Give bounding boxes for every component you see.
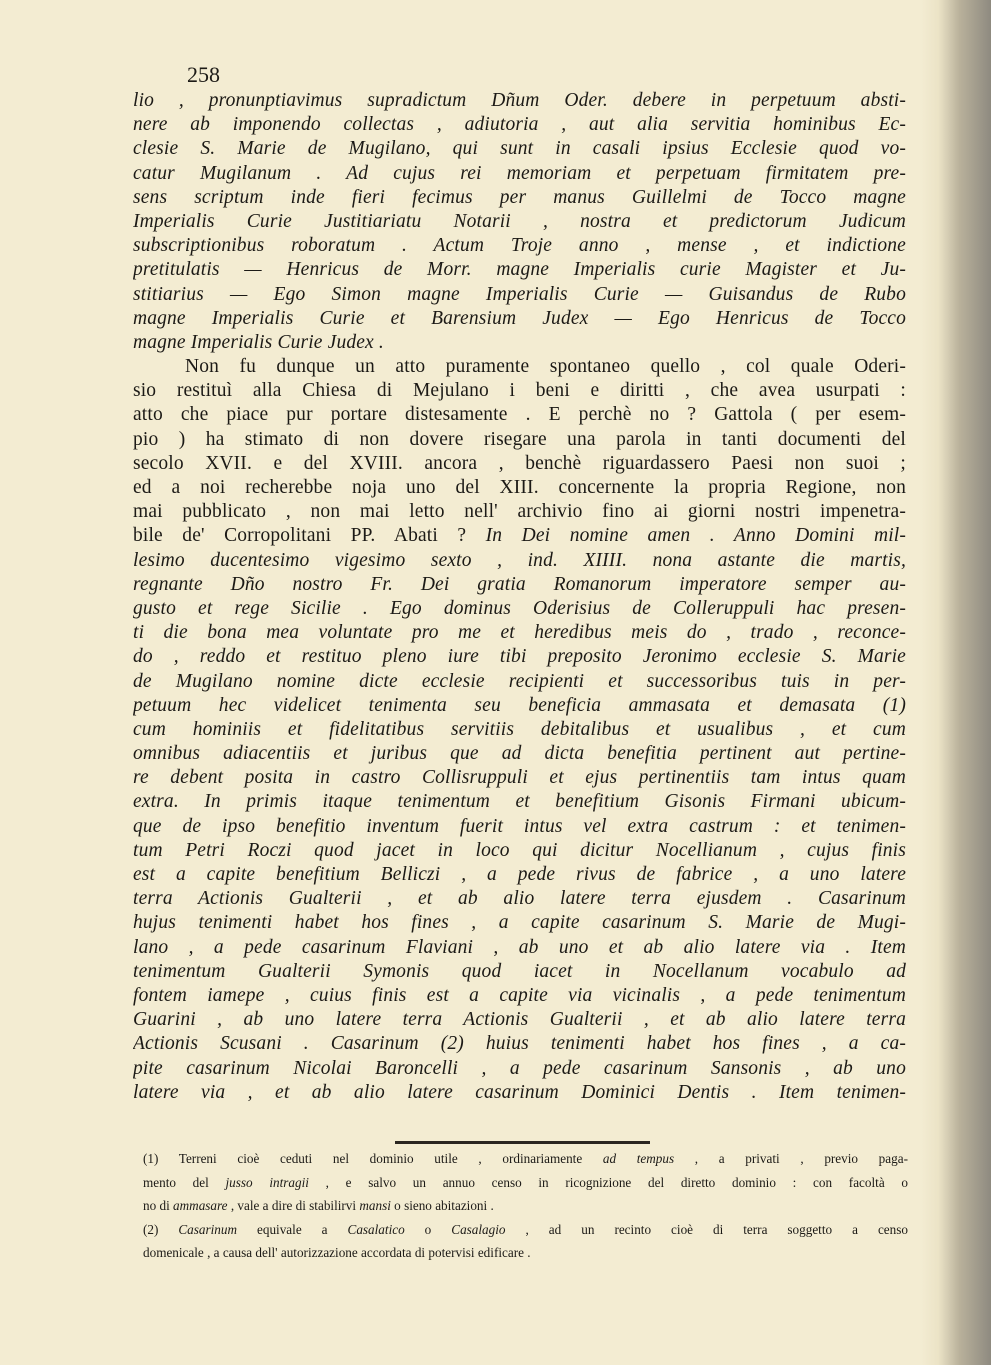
page-edge-shadow [921,0,991,1365]
text-line: pretitulatis — Henricus de Morr. magne Imperialis curie Magister et Ju- [133,259,906,281]
text-line: subscriptionibus roboratum . Actum Troje anno , mense , et indictione [133,235,906,257]
footnote-line [143,1241,908,1265]
text-line: lano , a pede casarinum Flaviani , ab uno et ab alio latere via . Item [133,936,906,958]
footnote-segment: ad tempus [602,1151,675,1166]
footnote-segment: Casalagio [451,1221,506,1237]
text-line: mai pubblicato , non mai letto nell' archivio fino ai giorni nostri impenetra- [133,501,906,523]
text-line: extra. In primis itaque tenimentum et benefitium Gisonis Firmani ubicum- [133,791,906,813]
text-line: Imperialis Curie Justitiariatu Notarii , nostra et predictorum Judicum [133,210,906,232]
footnote-segment: Casalatico [347,1221,405,1237]
main-text-body [133,89,906,1105]
footnote-separator-rule [395,1141,650,1144]
footnote-segment: mansi [359,1198,391,1213]
text-line: pio ) ha stimato di non dovere risegare una parola in tanti documenti del [133,428,906,450]
footnote-segment: domenicale , a causa dell' autorizzazione accordata di potervisi edificare . [143,1245,531,1260]
text-line: ed a noi recherebbe noja uno del XIII. concernente la propria Regione, non [133,477,906,498]
footnote-segment: (1) Terreni cioè ceduti nel dominio utile , ordinariamente [143,1151,603,1166]
text-line: petuum hec videlicet tenimenta seu beneficia ammasata et demasata (1) [133,694,906,716]
text-line: nere ab imponendo collectas , adiutoria , aut alia servitia hominibus Ec- [133,114,906,136]
text-line: gusto et rege Sicilie . Ego dominus Oderisius de Colleruppuli hac presen- [133,597,906,619]
page-number: 258 [187,62,220,87]
text-line: cum hominiis et fidelitatibus servitiis debitalibus et usualibus , et cum [133,718,906,740]
footnote-line [143,1171,908,1195]
footnote-segment: , ad un recinto cioè di terra soggetto a censo [505,1221,908,1237]
text-line [133,524,906,548]
footnote-segment: jusso intragii [225,1174,309,1190]
text-line: do , reddo et restituo pleno iure tibi preposito Jeronimo ecclesie S. Marie [133,646,906,668]
footnote-segment: o sieno abitazioni . [390,1198,494,1213]
footnotes [143,1147,908,1265]
text-line: omnibus adiacentiis et juribus que ad dicta benefitia pertinent aut pertine- [133,743,906,765]
footnote-line [143,1218,908,1242]
footnote-segment: , a privati , previo paga- [674,1151,908,1166]
text-line: magne Imperialis Curie et Barensium Judex — Ego Henricus de Tocco [133,307,906,329]
text-line: latere via , et ab alio latere casarinum Dominici Dentis . Item tenimen- [133,1081,906,1103]
footnote-segment: , e salvo un annuo censo in ricognizione del diretto dominio : con facoltà o [308,1174,908,1190]
text-line: sens scriptum inde fieri fecimus per manus Guillelmi de Tocco magne [133,186,906,208]
footnote-segment: , vale a dire di stabilirvi [227,1198,360,1213]
text-line: re debent posita in castro Collisruppuli et ejus pertinentiis tam intus quam [133,767,906,789]
text-line: atto che piace pur portare distesamente . E perchè no ? Gattola ( per esem- [133,404,906,426]
text-line: sio restituì alla Chiesa di Mejulano i beni e diritti , che avea usurpati : [133,380,906,402]
footnote-segment: ammasare [173,1198,228,1213]
text-line: est a capite benefitium Belliczi , a pede rivus de fabrice , a uno latere [133,864,906,885]
footnote-segment: mento del [143,1174,226,1190]
footnote-segment: no di [143,1198,174,1213]
text-line: catur Mugilanum . Ad cujus rei memoriam et perpetuam firmitatem pre- [133,162,906,184]
text-line: Actionis Scusani . Casarinum (2) huius tenimenti habet hos fines , a ca- [133,1033,906,1055]
text-line: clesie S. Marie de Mugilano, qui sunt in casali ipsius Ecclesie quod vo- [133,138,906,160]
footnote-segment: (2) [143,1221,179,1237]
text-line: lio , pronunptiavimus supradictum Dñum Oder. debere in perpetuum absti- [133,90,906,111]
footnote-line [143,1147,908,1171]
text-line: tum Petri Roczi quod jacet in loco qui dicitur Nocellianum , cujus finis [133,839,906,861]
footnote-segment: equivale a [237,1221,348,1237]
text-line: de Mugilano nomine dicte ecclesie recipienti et successoribus tuis in per- [133,670,906,692]
text-line: regnante Dño nostro Fr. Dei gratia Romanorum imperatore semper au- [133,573,906,595]
text-line: stitiarius — Ego Simon magne Imperialis Curie — Guisandus de Rubo [133,283,906,305]
text-segment: In Dei nomine amen . Anno Domini mil- [485,525,906,547]
text-line: ti die bona mea voluntate pro me et heredibus meis do , trado , reconce- [133,622,906,644]
text-line: pite casarinum Nicolai Baroncelli , a pede casarinum Sansonis , ab uno [133,1057,906,1079]
footnote-line [143,1194,908,1218]
text-line: Non fu dunque un atto puramente spontaneo quello , col quale Oderi- [185,356,906,378]
text-line: terra Actionis Gualterii , et ab alio latere terra ejusdem . Casarinum [133,888,906,910]
text-line: lesimo ducentesimo vigesimo sexto , ind. XIIII. nona astante die martis, [133,549,906,571]
text-line: secolo XVII. e del XVIII. ancora , benchè riguardassero Paesi non suoi ; [133,452,906,474]
footnote-segment: o [404,1221,452,1237]
text-line: magne Imperialis Curie Judex . [133,331,384,353]
text-segment: bile de' Corropolitani PP. Abati ? [133,525,486,547]
text-line: tenimentum Gualterii Symonis quod iacet in Nocellanum vocabulo ad [133,960,906,982]
text-line: fontem iamepe , cuius finis est a capite via vicinalis , a pede tenimentum [133,984,906,1006]
text-line: Guarini , ab uno latere terra Actionis Gualterii , et ab alio latere terra [133,1009,906,1031]
text-line: que de ipso benefitio inventum fuerit intus vel extra castrum : et tenimen- [133,815,906,837]
text-line: hujus tenimenti habet hos fines , a capite casarinum S. Marie de Mugi- [133,912,906,934]
footnote-segment: Casarinum [178,1221,237,1237]
